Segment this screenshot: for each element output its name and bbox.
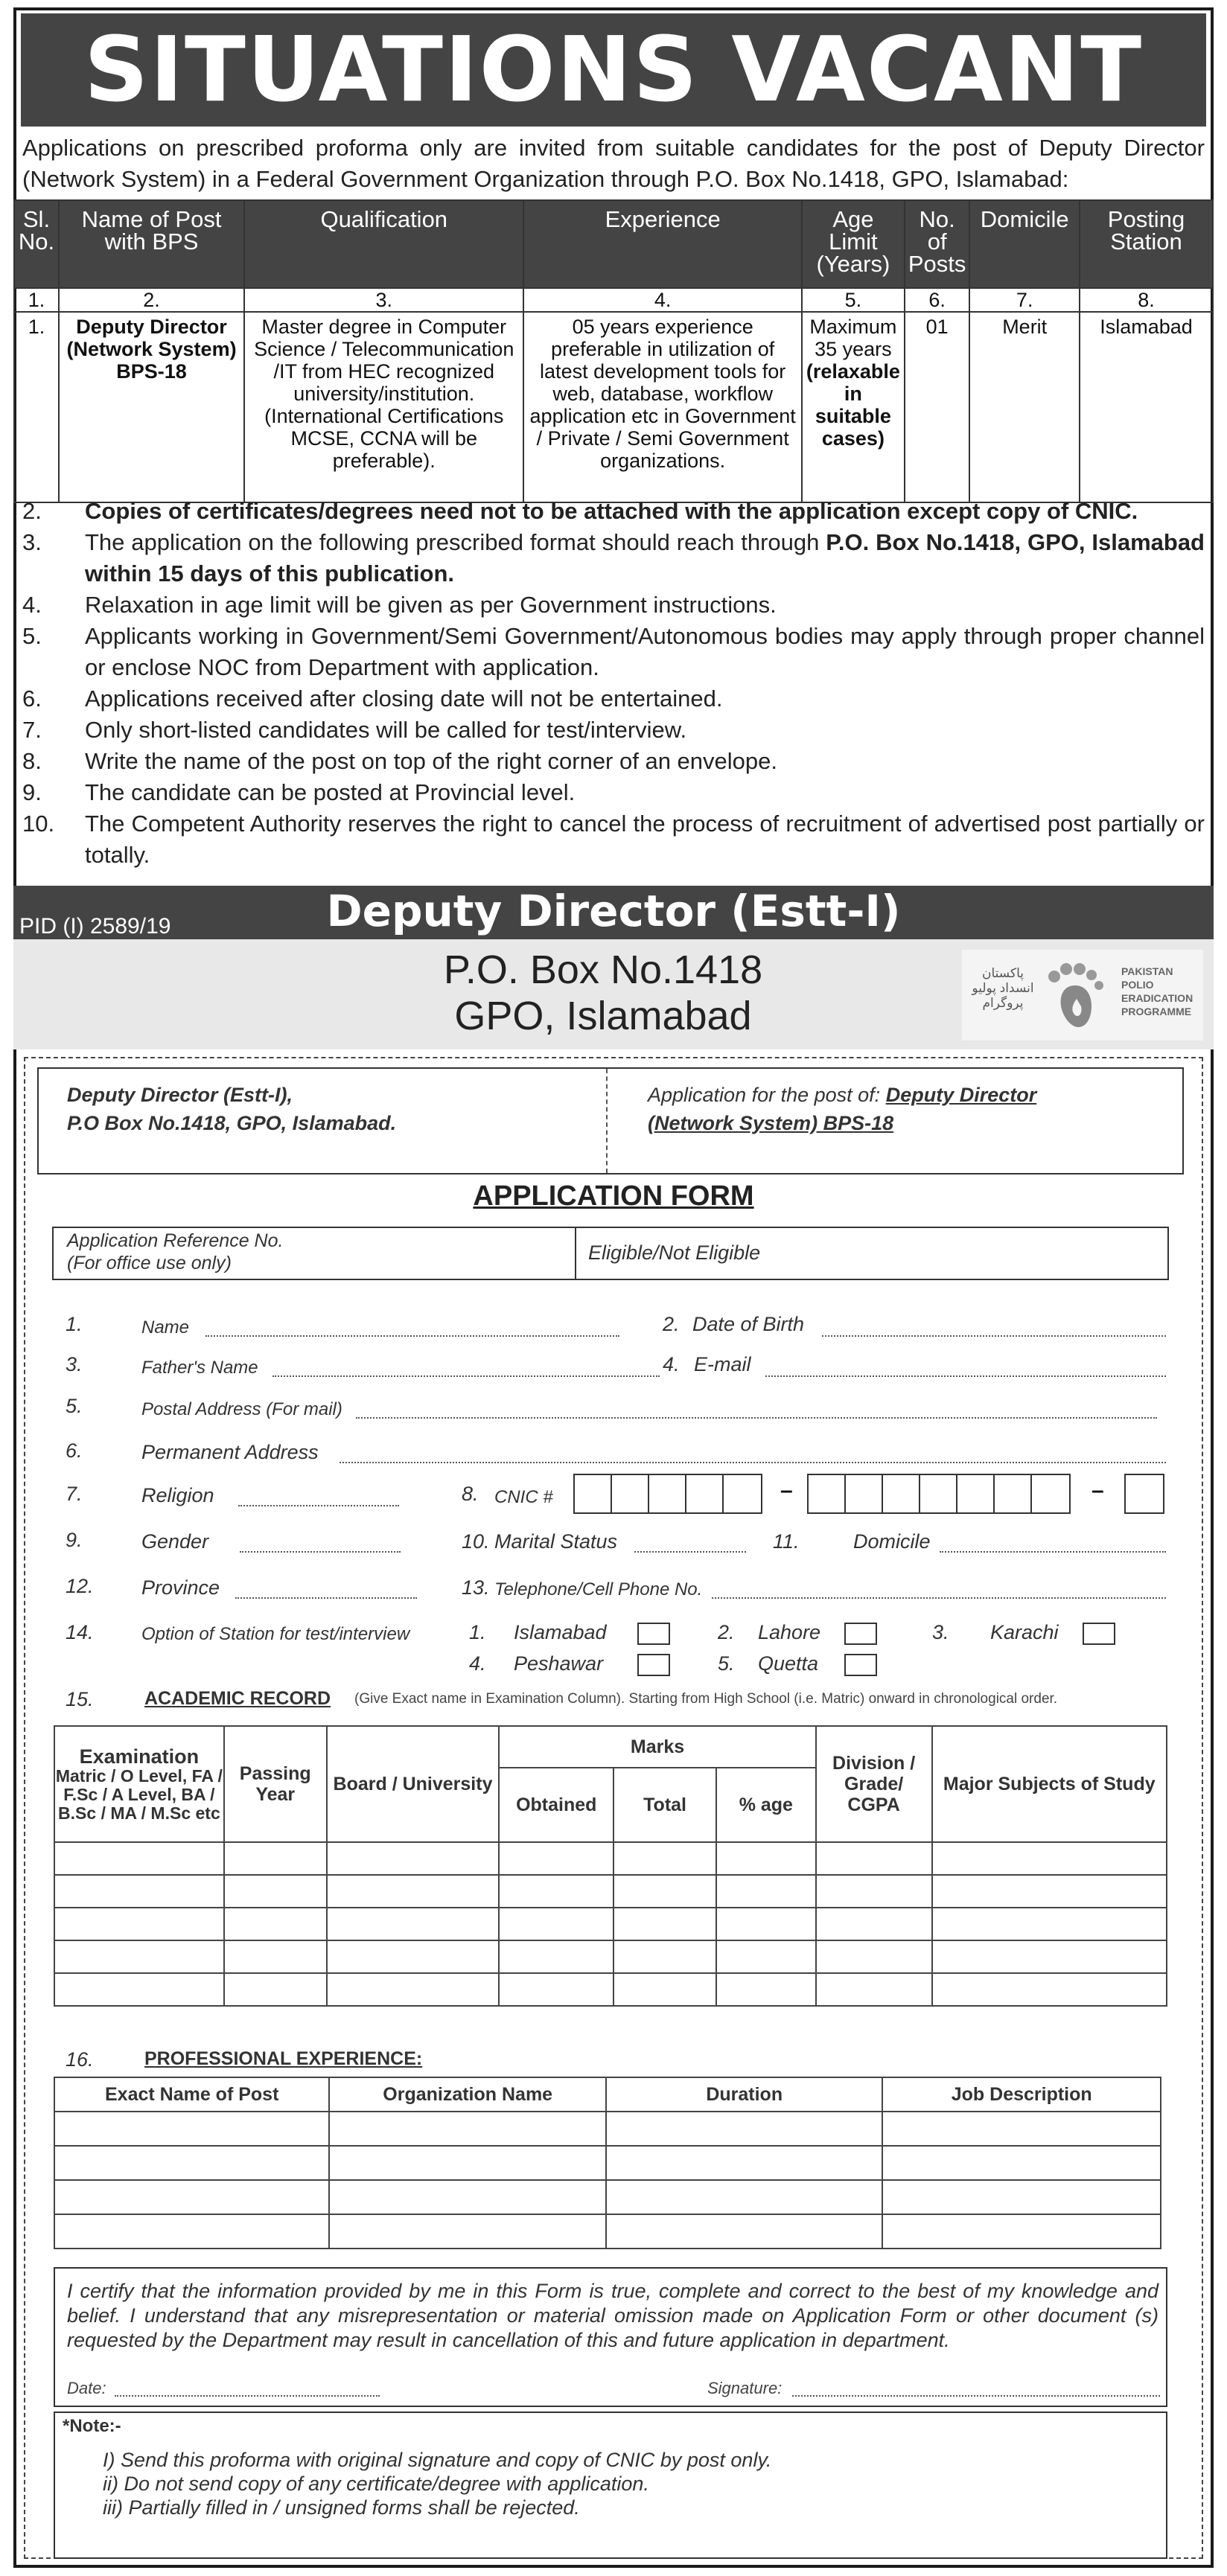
religion-label: Religion bbox=[141, 1484, 214, 1506]
address-line: P.O Box No.1418, GPO, Islamabad. bbox=[67, 1112, 397, 1134]
signature-field[interactable] bbox=[792, 2395, 1160, 2397]
col-examination bbox=[54, 1726, 224, 1842]
station-islamabad-checkbox[interactable] bbox=[637, 1623, 670, 1645]
postal-address-field[interactable] bbox=[356, 1417, 1157, 1419]
note-number: 9. bbox=[22, 779, 42, 805]
col-post-name: Exact Name of Post bbox=[54, 2077, 329, 2112]
footprint-icon bbox=[1039, 960, 1111, 1032]
col-number: 6. bbox=[905, 288, 970, 312]
col-organization: Organization Name bbox=[329, 2077, 606, 2112]
col-header-sl: Sl. No. bbox=[14, 200, 59, 288]
col-header-station: Posting Station bbox=[1080, 200, 1213, 288]
permanent-address-label: Permanent Address bbox=[141, 1441, 319, 1463]
field-number: 4. bbox=[663, 1353, 680, 1375]
gender-field[interactable] bbox=[240, 1551, 401, 1553]
reference-label bbox=[67, 1230, 283, 1274]
address-line: Deputy Director (Estt-I), bbox=[67, 1084, 293, 1106]
col-percentage: % age bbox=[716, 1768, 816, 1842]
cnic-boxes-3[interactable] bbox=[1124, 1474, 1164, 1514]
note-text: Write the name of the post on top of the right corner of an envelope. bbox=[85, 748, 777, 774]
note-text-b: P.O. Box No.1418, GPO, Islamabad within 15 days of this publication. bbox=[85, 529, 1205, 587]
post-name: Deputy Director bbox=[885, 1084, 1037, 1106]
field-number: 10. bbox=[462, 1530, 490, 1553]
date-label: Date: bbox=[67, 2379, 106, 2397]
field-number: 5. bbox=[66, 1395, 83, 1417]
father-name-field[interactable] bbox=[273, 1375, 660, 1377]
academic-record-table bbox=[54, 1725, 1167, 2007]
column-number-row bbox=[14, 288, 1213, 312]
col-number: 5. bbox=[802, 288, 905, 312]
professional-experience-table bbox=[54, 2077, 1161, 2249]
note-item bbox=[22, 808, 1205, 871]
cnic-boxes-1[interactable] bbox=[573, 1474, 762, 1514]
academic-record-title: ACADEMIC RECORD bbox=[144, 1688, 331, 1709]
marital-status-label: Marital Status bbox=[494, 1530, 618, 1553]
date-field[interactable] bbox=[115, 2395, 380, 2397]
cnic-dash: – bbox=[1091, 1478, 1104, 1503]
note-number: 6. bbox=[22, 685, 42, 712]
domicile-label: Domicile bbox=[853, 1530, 931, 1553]
certification-text: I certify that the information provided by me in this Form is true, complete and correct to the best of my knowledge and belief. I understand that any misrepresentation or material omission made on Application Form or other document (s) requested by the Department may result in cancellation of this and future application in department. bbox=[67, 2280, 1159, 2351]
logo-text-line: PROGRAMME bbox=[1121, 1006, 1192, 1017]
station-quetta-label: Quetta bbox=[758, 1652, 819, 1675]
field-number: 12. bbox=[66, 1575, 94, 1597]
table-row[interactable] bbox=[54, 2112, 1161, 2146]
note-item bbox=[22, 621, 1205, 683]
post-bps: BPS-18 bbox=[116, 360, 187, 383]
table-row[interactable] bbox=[54, 1940, 1167, 1973]
phone-field[interactable] bbox=[712, 1597, 1166, 1599]
province-field[interactable] bbox=[235, 1597, 417, 1599]
intro-paragraph: Applications on prescribed proforma only are invited from suitable candidates for the post of Deputy Director (Network System) in a Federal Government Organization through P.O. Box No.1418, GPO, Islamabad: bbox=[22, 135, 1205, 192]
station-option-label: Option of Station for test/interview bbox=[141, 1624, 410, 1644]
logo-text-line: POLIO bbox=[1121, 979, 1154, 991]
office-title: Deputy Director (Estt-I) bbox=[326, 886, 901, 936]
field-number: 2. bbox=[663, 1313, 680, 1335]
form-note-item: ii) Do not send copy of any certificate/degree with application. bbox=[103, 2473, 649, 2495]
marital-status-field[interactable] bbox=[634, 1551, 746, 1553]
col-header-posts: No. of Posts bbox=[905, 200, 970, 288]
note-text: The Competent Authority reserves the right to cancel the process of recruitment of advertised post partially or totally. bbox=[85, 811, 1205, 868]
col-header-age: Age Limit (Years) bbox=[802, 200, 905, 288]
col-obtained: Obtained bbox=[499, 1768, 614, 1842]
table-row[interactable] bbox=[54, 1842, 1167, 1875]
domicile-field[interactable] bbox=[940, 1551, 1166, 1553]
col-marks: Marks bbox=[499, 1726, 815, 1768]
religion-field[interactable] bbox=[238, 1505, 399, 1506]
vacancy-row bbox=[14, 312, 1213, 502]
notes-list bbox=[22, 496, 1205, 871]
cell-station: Islamabad bbox=[1080, 312, 1213, 502]
note-text: Relaxation in age limit will be given as per Government instructions. bbox=[85, 592, 777, 618]
note-number: 8. bbox=[22, 748, 42, 774]
ad-title-banner bbox=[21, 13, 1206, 127]
eligibility-label: Eligible/Not Eligible bbox=[588, 1241, 761, 1264]
note-text: Applications received after closing date will not be entertained. bbox=[85, 685, 723, 712]
logo-text-line: PAKISTAN bbox=[1121, 965, 1173, 977]
col-number: 3. bbox=[244, 288, 523, 312]
cell-experience: 05 years experience preferable in utilization of latest development tools for web, database, workflow application etc in Government / Private / Semi Government organizations. bbox=[523, 312, 802, 502]
cell-posts: 01 bbox=[905, 312, 970, 502]
permanent-address-field[interactable] bbox=[340, 1462, 1166, 1463]
field-number: 15. bbox=[66, 1688, 94, 1710]
field-number: 6. bbox=[66, 1439, 83, 1462]
field-number: 13. bbox=[462, 1576, 490, 1599]
logo-text-line: ERADICATION bbox=[1121, 992, 1193, 1004]
signature-label: Signature: bbox=[707, 2379, 783, 2397]
post-name: Deputy Director bbox=[76, 316, 227, 338]
examination-header: Examination bbox=[79, 1745, 200, 1768]
note-number: 10. bbox=[22, 811, 55, 837]
cell-domicile: Merit bbox=[969, 312, 1080, 502]
note-text: Only short-listed candidates will be called for test/interview. bbox=[85, 717, 687, 743]
note-item bbox=[22, 527, 1205, 589]
col-header-experience: Experience bbox=[523, 200, 802, 288]
table-row[interactable] bbox=[54, 1875, 1167, 1908]
col-number: 4. bbox=[523, 288, 802, 312]
station-number: 4. bbox=[469, 1652, 486, 1675]
note-item bbox=[22, 715, 1205, 746]
note-item bbox=[22, 683, 1205, 715]
name-label: Name bbox=[141, 1317, 190, 1337]
table-row[interactable] bbox=[54, 1908, 1167, 1940]
vacancy-table bbox=[13, 199, 1214, 503]
address-block bbox=[67, 1081, 396, 1137]
form-title: APPLICATION FORM bbox=[473, 1180, 754, 1212]
field-number: 14. bbox=[66, 1621, 94, 1643]
note-text bbox=[85, 527, 1205, 589]
pid-number: PID (I) 2589/19 bbox=[19, 914, 171, 939]
col-number: 8. bbox=[1080, 288, 1213, 312]
table-row[interactable] bbox=[54, 2180, 1161, 2214]
logo-urdu: پاکستان انسداد پولیو پروگرام bbox=[972, 966, 1034, 1010]
station-lahore-checkbox[interactable] bbox=[844, 1623, 877, 1645]
pobox-line2: GPO, Islamabad bbox=[454, 994, 752, 1038]
form-note-item: iii) Partially filled in / unsigned forms shall be rejected. bbox=[103, 2496, 580, 2519]
note-item bbox=[22, 496, 1205, 527]
station-quetta-checkbox[interactable] bbox=[844, 1654, 877, 1676]
note-number: 7. bbox=[22, 717, 42, 743]
form-note-item: I) Send this proforma with original signature and copy of CNIC by post only. bbox=[103, 2449, 772, 2471]
note-number: 3. bbox=[22, 529, 42, 555]
field-number: 3. bbox=[66, 1353, 83, 1375]
note-item bbox=[22, 746, 1205, 777]
province-label: Province bbox=[141, 1576, 220, 1599]
station-number: 5. bbox=[718, 1652, 735, 1675]
form-note-title: *Note:- bbox=[63, 2416, 121, 2436]
cnic-dash: – bbox=[780, 1478, 793, 1503]
academic-record-note: (Give Exact name in Examination Column). Starting from High School (i.e. Matric) onward in chronological order. bbox=[354, 1691, 1058, 1707]
station-lahore-label: Lahore bbox=[758, 1621, 821, 1643]
note-text-a: The application on the following prescribed format should reach through bbox=[85, 529, 826, 555]
note-number: 2. bbox=[22, 498, 42, 524]
logo-text bbox=[1121, 965, 1193, 1018]
col-total: Total bbox=[614, 1768, 716, 1842]
post-subtitle: (Network System) bbox=[66, 338, 237, 360]
station-karachi-checkbox[interactable] bbox=[1083, 1623, 1115, 1645]
dob-field[interactable] bbox=[822, 1335, 1166, 1337]
dob-label: Date of Birth bbox=[692, 1313, 805, 1335]
station-peshawar-label: Peshawar bbox=[514, 1652, 604, 1675]
col-number: 1. bbox=[14, 288, 59, 312]
cell-qualification: Master degree in Computer Science / Telecommunication /IT from HEC recognized university/institution. (International Certifications MCSE, CCNA will be preferable). bbox=[244, 312, 523, 502]
gender-label: Gender bbox=[141, 1530, 209, 1553]
post-prefix: Application for the post of: bbox=[648, 1084, 881, 1106]
field-number: 16. bbox=[66, 2048, 94, 2071]
professional-experience-title: PROFESSIONAL EXPERIENCE: bbox=[144, 2048, 423, 2069]
phone-label: Telephone/Cell Phone No. bbox=[494, 1579, 703, 1599]
email-field[interactable] bbox=[765, 1375, 1166, 1377]
table-row[interactable] bbox=[54, 1973, 1167, 2006]
station-islamabad-label: Islamabad bbox=[514, 1621, 607, 1643]
col-job-description: Job Description bbox=[882, 2077, 1161, 2112]
note-item bbox=[22, 777, 1205, 808]
cnic-label: CNIC # bbox=[494, 1487, 553, 1507]
table-row[interactable] bbox=[54, 2146, 1161, 2180]
post-subtitle: (Network System) BPS-18 bbox=[648, 1112, 894, 1134]
cell-age bbox=[802, 312, 905, 502]
col-header-post: Name of Post with BPS bbox=[59, 200, 244, 288]
note-text: Applicants working in Government/Semi Government/Autonomous bodies may apply through proper channel or enclose NOC from Department with application. bbox=[85, 623, 1205, 680]
col-board: Board / University bbox=[327, 1726, 500, 1842]
field-number: 7. bbox=[66, 1483, 83, 1505]
station-number: 3. bbox=[932, 1621, 949, 1643]
col-major-subjects: Major Subjects of Study bbox=[932, 1726, 1167, 1842]
col-number: 2. bbox=[59, 288, 244, 312]
reference-label-line: Application Reference No. bbox=[67, 1230, 284, 1251]
pobox-address bbox=[283, 947, 923, 1039]
polio-logo bbox=[962, 950, 1203, 1041]
note-text: The candidate can be posted at Provincial level. bbox=[85, 779, 576, 805]
cell-sl: 1. bbox=[14, 312, 59, 502]
station-peshawar-checkbox[interactable] bbox=[637, 1654, 670, 1676]
pobox-line1: P.O. Box No.1418 bbox=[443, 947, 763, 992]
col-number: 7. bbox=[969, 288, 1080, 312]
note-text: Copies of certificates/degrees need not to be attached with the application except copy of CNIC. bbox=[85, 498, 1138, 524]
col-duration: Duration bbox=[606, 2077, 882, 2112]
note-number: 5. bbox=[22, 623, 42, 649]
name-field[interactable] bbox=[205, 1335, 619, 1337]
examination-subheader: Matric / O Level, FA / F.Sc / A Level, BA / B.Sc / MA / M.Sc etc bbox=[55, 1765, 223, 1823]
father-name-label: Father's Name bbox=[141, 1358, 258, 1378]
reference-label-line: (For office use only) bbox=[67, 1253, 232, 1273]
table-row[interactable] bbox=[54, 2214, 1161, 2249]
cell-post bbox=[59, 312, 244, 502]
col-header-qualification: Qualification bbox=[244, 200, 523, 288]
field-number: 8. bbox=[462, 1483, 479, 1505]
postal-address-label: Postal Address (For mail) bbox=[141, 1399, 342, 1419]
station-number: 1. bbox=[469, 1621, 486, 1643]
email-label: E-mail bbox=[694, 1353, 751, 1375]
note-number: 4. bbox=[22, 592, 42, 618]
age-relax: (relaxable in suitable cases) bbox=[806, 360, 900, 450]
col-division: Division / Grade/ CGPA bbox=[816, 1726, 932, 1842]
field-number: 9. bbox=[66, 1529, 83, 1551]
note-item bbox=[22, 589, 1205, 621]
ad-title: SITUATIONS VACANT bbox=[83, 18, 1144, 122]
field-number: 1. bbox=[66, 1313, 83, 1335]
field-number: 11. bbox=[773, 1530, 800, 1553]
col-passing-year: Passing Year bbox=[224, 1726, 327, 1842]
col-header-domicile: Domicile bbox=[969, 200, 1080, 288]
age-max: Maximum 35 years bbox=[809, 316, 897, 360]
post-applied bbox=[648, 1081, 1036, 1137]
station-karachi-label: Karachi bbox=[990, 1621, 1059, 1643]
station-number: 2. bbox=[718, 1621, 735, 1643]
cnic-boxes-2[interactable] bbox=[807, 1474, 1071, 1514]
